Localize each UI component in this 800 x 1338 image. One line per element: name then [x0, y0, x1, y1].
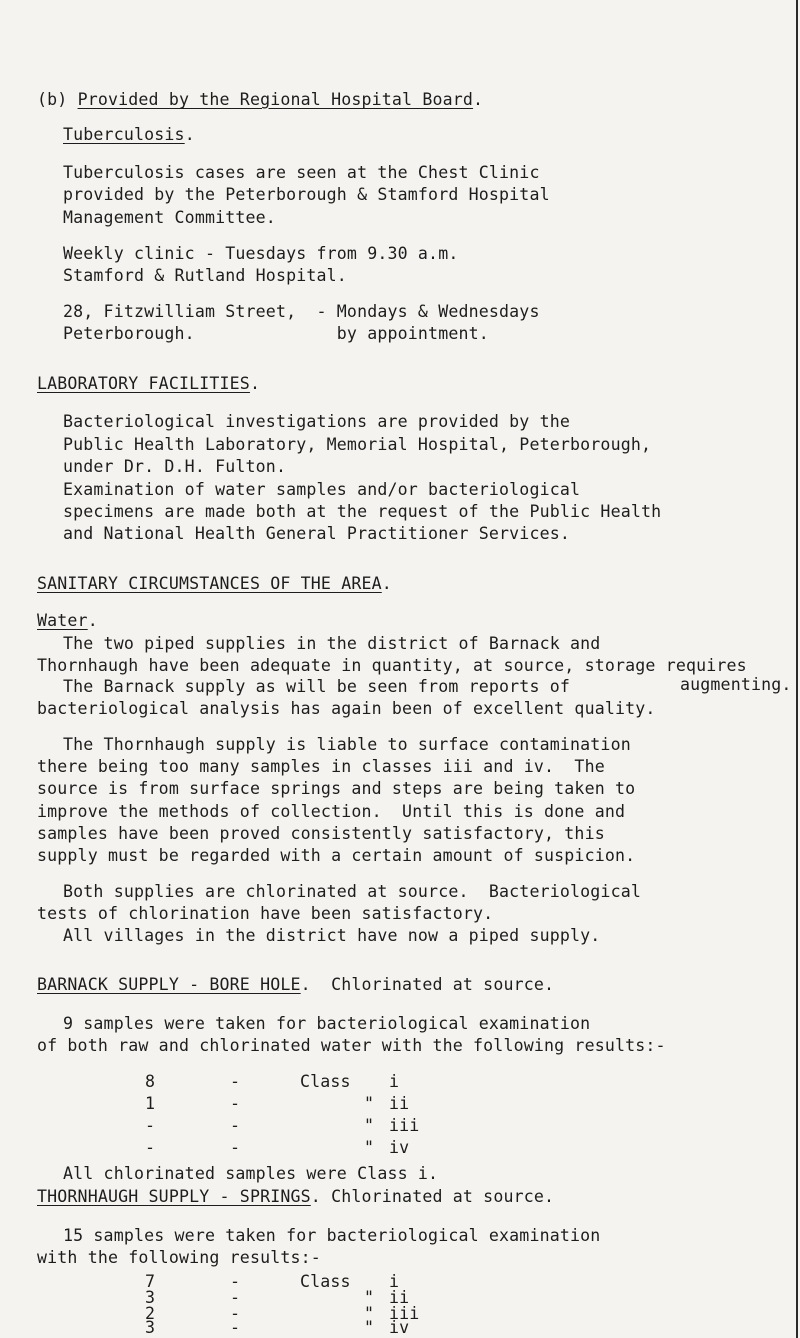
water-para-line: source is from surface springs and steps are being taken to	[37, 779, 636, 798]
barnack-ditto: "	[364, 1138, 375, 1157]
clinic2-line: Peterborough. by appointment.	[63, 324, 489, 343]
thornhaugh-heading: THORNHAUGH SUPPLY - SPRINGS. Chlorinated at source.	[37, 1187, 555, 1206]
thornhaugh-class: iv	[389, 1318, 410, 1337]
water-para-line: tests of chlorination have been satisfactory.	[37, 904, 494, 923]
thornhaugh-dash: -	[230, 1304, 241, 1323]
barnack-count: -	[145, 1138, 156, 1157]
lab-para-line: under Dr. D.H. Fulton.	[63, 457, 287, 476]
water-para-line: improve the methods of collection. Until this is done and	[37, 802, 626, 821]
thornhaugh-count: 7	[145, 1272, 156, 1291]
barnack-ditto: "	[364, 1094, 375, 1113]
thornhaugh-dash: -	[230, 1318, 241, 1337]
barnack-label: Class	[300, 1072, 351, 1091]
tb-para-line: provided by the Peterborough & Stamford Hospital	[63, 185, 550, 204]
clinic1-line: Weekly clinic - Tuesdays from 9.30 a.m.	[63, 244, 459, 263]
sanitary-heading: SANITARY CIRCUMSTANCES OF THE AREA.	[37, 574, 392, 593]
lab-para-line: specimens are made both at the request of the Public Health	[63, 502, 662, 521]
barnack-dash: -	[230, 1094, 241, 1113]
water-para-line: bacteriological analysis has again been of excellent quality.	[37, 699, 656, 718]
lab-para-line: Public Health Laboratory, Memorial Hospital, Peterborough,	[63, 435, 652, 454]
barnack-class: i	[389, 1072, 400, 1091]
tb-para-line: Tuberculosis cases are seen at the Chest Clinic	[63, 163, 540, 182]
water-para-line: Thornhaugh have been adequate in quantity, at source, storage requires	[37, 656, 747, 675]
thornhaugh-label: Class	[300, 1272, 351, 1291]
water-para-line: The Thornhaugh supply is liable to surface contamination	[63, 735, 631, 754]
section-b-heading: (b) Provided by the Regional Hospital Board.	[37, 90, 484, 109]
lab-para-line: Bacteriological investigations are provided by the	[63, 412, 571, 431]
thornhaugh-para-line: 15 samples were taken for bacteriological examination	[63, 1226, 601, 1245]
barnack-para-line: of both raw and chlorinated water with the following results:-	[37, 1036, 666, 1055]
clinic2-line: 28, Fitzwilliam Street, - Mondays & Wednesdays	[63, 302, 540, 321]
laboratory-heading: LABORATORY FACILITIES.	[37, 374, 261, 393]
thornhaugh-ditto: "	[364, 1318, 375, 1337]
barnack-count: 8	[145, 1072, 156, 1091]
water-para-line: Both supplies are chlorinated at source. Bacteriological	[63, 882, 641, 901]
barnack-summary: All chlorinated samples were Class i.	[63, 1164, 439, 1183]
lab-para-line: and National Health General Practitioner Services.	[63, 524, 571, 543]
water-para-word: augmenting.	[680, 675, 792, 694]
barnack-dash: -	[230, 1116, 241, 1135]
thornhaugh-count: 2	[145, 1304, 156, 1323]
water-para-line: supply must be regarded with a certain amount of suspicion.	[37, 846, 636, 865]
tuberculosis-heading: Tuberculosis.	[63, 125, 195, 144]
clinic1-line: Stamford & Rutland Hospital.	[63, 266, 347, 285]
lab-para-line: Examination of water samples and/or bacteriological	[63, 480, 581, 499]
thornhaugh-para-line: with the following results:-	[37, 1248, 321, 1267]
barnack-heading: BARNACK SUPPLY - BORE HOLE. Chlorinated at source.	[37, 975, 555, 994]
thornhaugh-class: ii	[389, 1288, 410, 1307]
barnack-class: iii	[389, 1116, 420, 1135]
barnack-dash: -	[230, 1138, 241, 1157]
thornhaugh-count: 3	[145, 1288, 156, 1307]
thornhaugh-count: 3	[145, 1318, 156, 1337]
barnack-para-line: 9 samples were taken for bacteriological examination	[63, 1014, 591, 1033]
tb-para-line: Management Committee.	[63, 208, 276, 227]
thornhaugh-ditto: "	[364, 1288, 375, 1307]
water-para-line: The Barnack supply as will be seen from reports of	[63, 677, 571, 696]
barnack-class: ii	[389, 1094, 410, 1113]
barnack-count: -	[145, 1116, 156, 1135]
barnack-count: 1	[145, 1094, 156, 1113]
water-para-line: All villages in the district have now a piped supply.	[63, 926, 601, 945]
barnack-class: iv	[389, 1138, 410, 1157]
thornhaugh-class: iii	[389, 1304, 420, 1323]
thornhaugh-dash: -	[230, 1288, 241, 1307]
water-para-line: The two piped supplies in the district of Barnack and	[63, 634, 601, 653]
thornhaugh-class: i	[389, 1272, 400, 1291]
water-para-line: samples have been proved consistently satisfactory, this	[37, 824, 605, 843]
barnack-ditto: "	[364, 1116, 375, 1135]
thornhaugh-ditto: "	[364, 1304, 375, 1323]
thornhaugh-dash: -	[230, 1272, 241, 1291]
barnack-dash: -	[230, 1072, 241, 1091]
water-heading: Water.	[37, 611, 98, 630]
water-para-line: there being too many samples in classes iii and iv. The	[37, 757, 605, 776]
page-edge	[796, 0, 798, 1338]
